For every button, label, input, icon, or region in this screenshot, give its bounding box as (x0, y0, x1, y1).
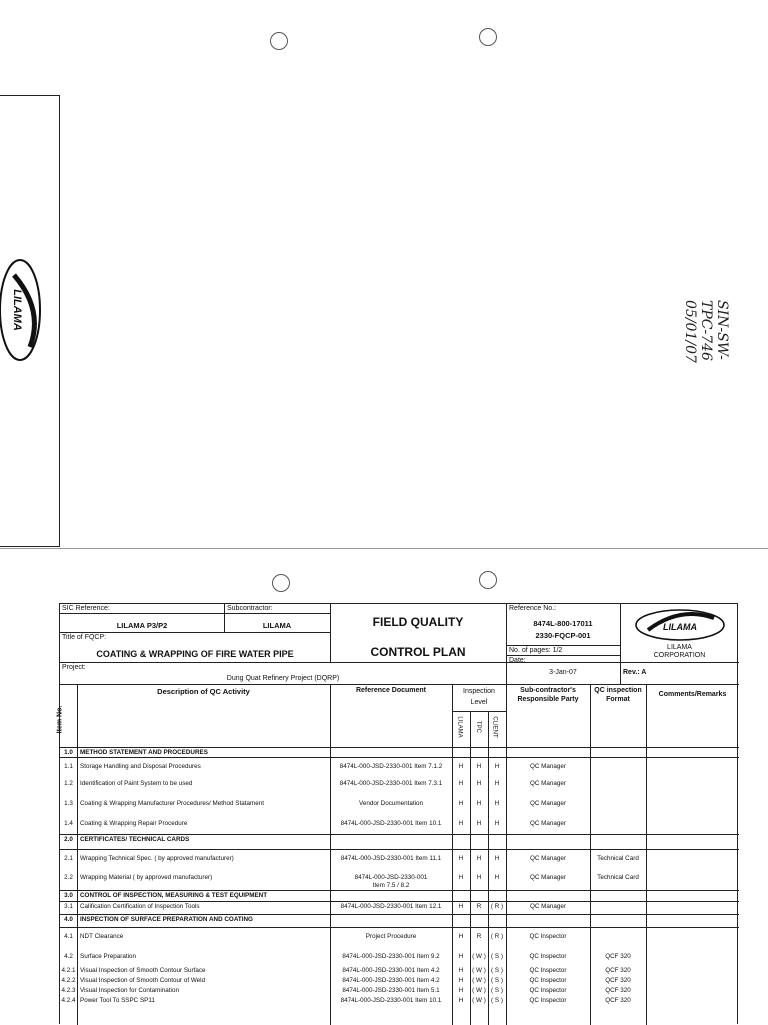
cell-desc: Coating & Wrapping Manufacturer Procedures/ Method Statament (80, 800, 264, 807)
cell-no: 1.4 (64, 820, 73, 827)
col-format-line1: QC inspection (594, 687, 642, 694)
cell-no: 1.1 (64, 763, 73, 770)
cell-party: QC Inspector (529, 933, 567, 940)
cell-t: ( W ) (472, 997, 486, 1004)
cell-no: 4.2.2 (61, 977, 76, 984)
cell-l: H (458, 933, 464, 940)
table-row (60, 868, 739, 892)
cell-c: H (494, 763, 500, 770)
cell-desc: Wrapping Material ( by approved manufacturer) (80, 874, 213, 881)
reference-label: Reference No.: (509, 605, 557, 612)
cell-c: ( S ) (491, 977, 503, 984)
cell-l: H (458, 967, 464, 974)
cell-l: H (458, 874, 464, 881)
cell-ref: 8474L-000-JSD-2330-001 (354, 874, 428, 881)
cell-desc: Visual Inspection of Smooth Contour Surface (80, 967, 206, 974)
punch-hole (270, 32, 288, 50)
date-value: 3-Jan-07 (549, 669, 577, 676)
col-inspection: Inspection (463, 688, 495, 695)
cell-l: H (458, 800, 464, 807)
cell-party: QC Manager (529, 903, 567, 910)
reference-value-1: 8474L-800-17011 (533, 619, 593, 628)
project-value: Dung Quat Refinery Project (DQRP) (226, 675, 340, 682)
cover-logo (0, 255, 44, 365)
cell-ref: Vendor Documentation (358, 800, 424, 807)
cell-party: QC Inspector (529, 977, 567, 984)
punch-hole (479, 571, 497, 589)
page-separator (0, 548, 768, 549)
section-top-rule (60, 890, 739, 891)
pages-count: No. of pages: 1/2 (509, 647, 563, 654)
cell-party: QC Inspector (529, 987, 567, 994)
cell-c: ( S ) (491, 997, 503, 1004)
cell-c: H (494, 780, 500, 787)
cell-c: H (494, 855, 500, 862)
cell-ref: Project Procedure (365, 933, 417, 940)
lilama-logo-icon (0, 255, 44, 365)
cell-l: H (458, 953, 464, 960)
cell-ref: 8474L-000-JSD-2330-001 Item 7.1.2 (339, 763, 443, 770)
cell-desc: Surface Preparation (80, 953, 137, 960)
table-row (60, 947, 739, 966)
cell-desc: Calification Certification of Inspection Tools (80, 903, 200, 910)
cell-c: H (494, 820, 500, 827)
cell-no: 1.0 (64, 749, 73, 756)
plan-logo (632, 608, 728, 642)
cell-fmt: Technical Card (597, 855, 639, 862)
cell-desc: Coating & Wrapping Repair Procedure (80, 820, 188, 827)
cell-no: 4.2.3 (61, 987, 76, 994)
cell-ref: 8474L-000-JSD-2330-001 Item 10.1 (340, 997, 442, 1004)
cell-ref: 8474L-000-JSD-2330-001 Item 5.1 (342, 987, 440, 994)
cell-desc: CERTIFICATES/ TECHNICAL CARDS (80, 836, 190, 843)
cell-no: 4.1 (64, 933, 73, 940)
cell-t: H (476, 855, 482, 862)
cell-l: H (458, 977, 464, 984)
cell-desc: CONTROL OF INSPECTION, MEASURING & TEST EQUIPMENT (80, 892, 268, 899)
cell-desc: METHOD STATEMENT AND PROCEDURES (80, 749, 208, 756)
cell-c: ( S ) (491, 967, 503, 974)
cell-party: QC Manager (529, 855, 567, 862)
col-party-line1: Sub-contractor's (520, 687, 576, 694)
sic-reference-label: SIC Reference: (62, 605, 110, 612)
cell-ref: 8474L-000-JSD-2330-001 Item 12.1 (340, 903, 442, 910)
logo-caption-2: CORPORATION (653, 652, 706, 659)
cell-l: H (458, 820, 464, 827)
cell-party: QC Manager (529, 874, 567, 881)
reference-value-2: 2330-FQCP-001 (535, 631, 591, 640)
cell-desc: Visual Inspection of Smooth Contour of Weld (80, 977, 206, 984)
cell-t: ( W ) (472, 967, 486, 974)
col-format-line2: Format (606, 696, 630, 703)
cell-ref: 8474L-000-JSD-2330-001 Item 10.1 (340, 820, 442, 827)
cell-no: 4.2 (64, 953, 73, 960)
cell-ref: 8474L-000-JSD-2330-001 Item 7.3.1 (339, 780, 443, 787)
cell-desc: Identification of Paint System to be used (80, 780, 193, 787)
cell-l: H (458, 763, 464, 770)
cell-party: QC Manager (529, 820, 567, 827)
table-row (60, 757, 739, 775)
cell-party: QC Manager (529, 780, 567, 787)
cell-t: H (476, 820, 482, 827)
cell-no: 2.0 (64, 836, 73, 843)
cell-l: H (458, 997, 464, 1004)
subcontractor-value: LILAMA (262, 621, 292, 630)
punch-hole (272, 574, 290, 592)
cell-desc: Visual Inspection for Contamination (80, 987, 179, 994)
lilama-logo-icon (632, 608, 728, 642)
table-row (60, 995, 739, 1006)
fqcp-title-value: COATING & WRAPPING OF FIRE WATER PIPE (96, 649, 294, 659)
cell-desc: NDT Clearance (80, 933, 124, 940)
cell-party: QC Manager (529, 800, 567, 807)
section-top-rule (60, 914, 739, 915)
col-client: CLIENT (491, 716, 498, 738)
cell-ref: 8474L-000-JSD-2330-001 Item 4.2 (342, 977, 440, 984)
cell-party: QC Manager (529, 763, 567, 770)
col-lilama: LILAMA (456, 716, 463, 738)
cell-fmt: Technical Card (597, 874, 639, 881)
cell-no: 1.2 (64, 780, 73, 787)
cell-ref-line2: Item 7.5 / 8.2 (372, 882, 410, 889)
top-handwritten-reference: SIN-SW-TPC-746 05/01/07 (682, 300, 730, 363)
table-row (60, 794, 739, 815)
cell-t: ( W ) (472, 977, 486, 984)
plan-heading-line2: CONTROL PLAN (370, 645, 466, 659)
section-row (60, 835, 739, 850)
cell-party: QC Inspector (529, 997, 567, 1004)
fqcp-table-page (56, 603, 738, 1024)
cell-no: 1.3 (64, 800, 73, 807)
cell-t: R (476, 933, 482, 940)
cell-fmt: QCF 320 (605, 977, 631, 984)
cell-fmt: QCF 320 (605, 953, 631, 960)
section-top-rule (60, 747, 739, 748)
cell-t: R (476, 903, 482, 910)
cell-no: 2.1 (64, 855, 73, 862)
cell-c: ( S ) (491, 953, 503, 960)
col-tpc: TPC (475, 721, 481, 733)
sic-reference-value: LILAMA P3/P2 (116, 621, 168, 630)
cell-t: ( W ) (472, 987, 486, 994)
cell-l: H (458, 903, 464, 910)
svg-text:LILAMA: LILAMA (663, 622, 697, 632)
section-top-rule (60, 834, 739, 835)
col-item-no: Item No. (56, 705, 64, 734)
cell-c: H (494, 874, 500, 881)
punch-hole (479, 28, 497, 46)
cell-ref: 8474L-000-JSD-2330-001 Item 9.2 (342, 953, 440, 960)
cell-c: ( R ) (490, 903, 504, 910)
cell-desc: Power Tool To SSPC SP11 (80, 997, 155, 1004)
col-party-line2: Responsible Party (517, 696, 579, 703)
cell-l: H (458, 855, 464, 862)
cell-c: ( S ) (491, 987, 503, 994)
subcontractor-label: Subcontractor: (227, 605, 273, 612)
cell-ref: 8474L-000-JSD-2330-001 Item 11.1 (340, 855, 442, 862)
cell-l: H (458, 780, 464, 787)
plan-heading-line1: FIELD QUALITY (372, 615, 464, 629)
table-row (60, 849, 739, 869)
cell-c: ( R ) (490, 933, 504, 940)
cell-t: H (476, 763, 482, 770)
cell-desc: Wrapping Technical Spec. ( by approved manufacturer) (80, 855, 234, 862)
cell-no: 4.2.4 (61, 997, 76, 1004)
cell-t: H (476, 780, 482, 787)
col-level: Level (470, 699, 488, 706)
cell-t: H (476, 874, 482, 881)
col-reference-document: Reference Document (355, 687, 427, 694)
col-comments: Comments/Remarks (658, 691, 727, 698)
table-row (60, 774, 739, 795)
fqcp-title-label: Title of FQCP: (62, 634, 107, 641)
cell-party: QC Inspector (529, 967, 567, 974)
table-row (60, 927, 739, 948)
project-label: Project: (62, 664, 86, 671)
cell-t: ( W ) (472, 953, 486, 960)
cell-l: H (458, 987, 464, 994)
cell-desc: Storage Handling and Disposal Procedures (80, 763, 201, 770)
cell-c: H (494, 800, 500, 807)
cell-ref: 8474L-000-JSD-2330-001 Item 4.2 (342, 967, 440, 974)
col-description: Description of QC Activity (157, 687, 250, 696)
cell-party: QC Inspector (529, 953, 567, 960)
cell-desc: INSPECTION OF SURFACE PREPARATION AND COATING (80, 916, 253, 923)
cell-no: 4.0 (64, 916, 73, 923)
cell-no: 3.0 (64, 892, 73, 899)
svg-text:LILAMA: LILAMA (11, 289, 23, 331)
cell-no: 2.2 (64, 874, 73, 881)
revision-value: Rev.: A (623, 669, 647, 676)
table-row (60, 814, 739, 836)
cell-no: 3.1 (64, 903, 73, 910)
cell-fmt: QCF 320 (605, 987, 631, 994)
cell-fmt: QCF 320 (605, 997, 631, 1004)
cell-t: H (476, 800, 482, 807)
cell-fmt: QCF 320 (605, 967, 631, 974)
cell-no: 4.2.1 (61, 967, 76, 974)
logo-caption-1: LILAMA (667, 644, 692, 651)
cover-sheet (0, 95, 60, 547)
date-label: Date: (509, 657, 526, 664)
